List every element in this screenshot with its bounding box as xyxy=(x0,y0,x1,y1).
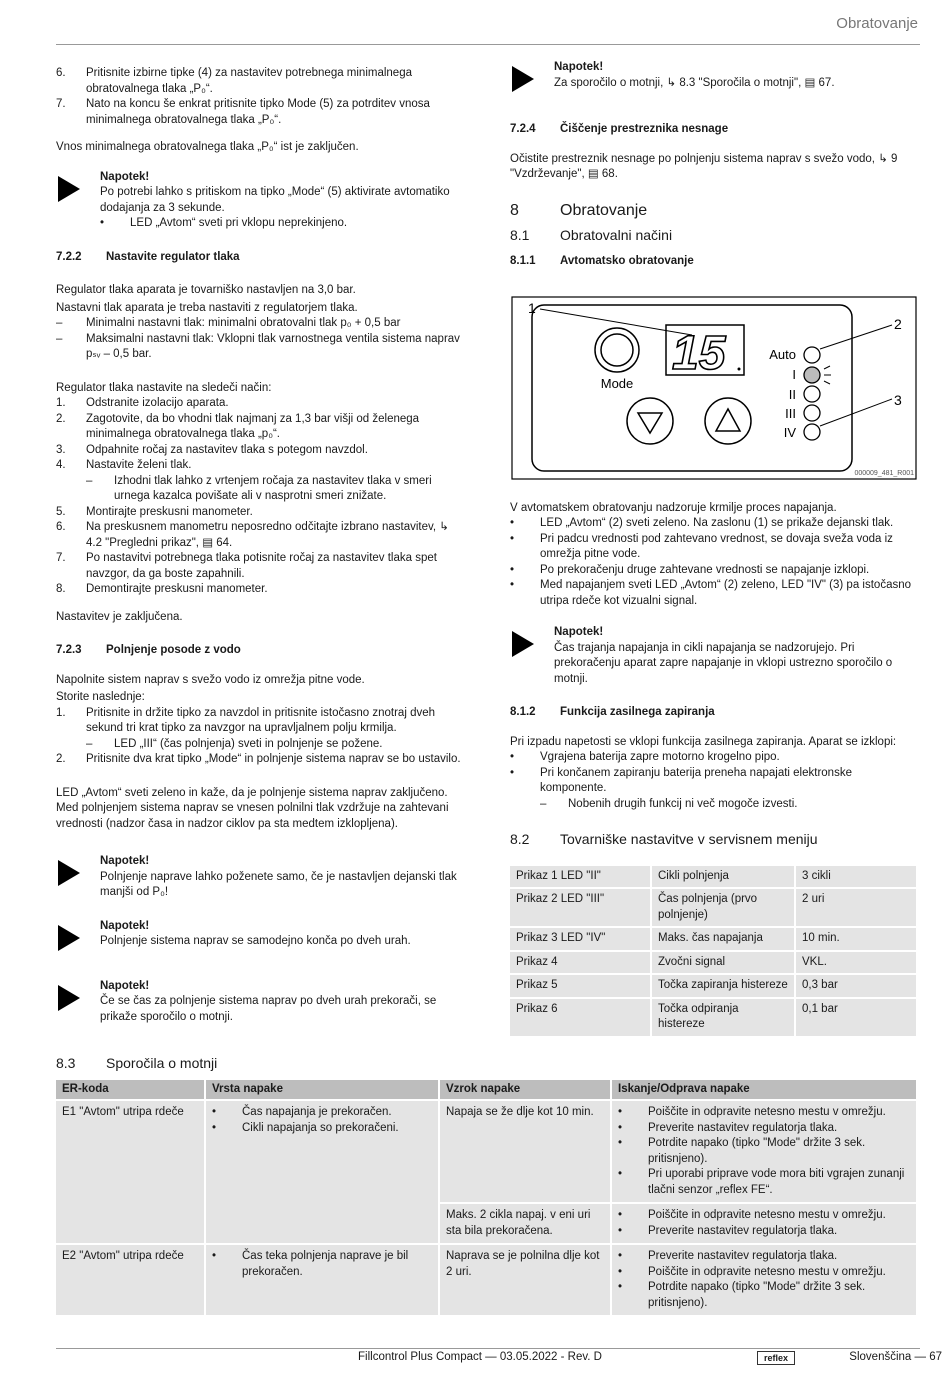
led-auto xyxy=(804,347,820,363)
table-row: Maks. 2 cikla napaj. v eni uri sta bila prekoračena. • Poiščite in odpravite netesno mestu v omrežju. • Preverite nastavitev regulatorja tlaka. xyxy=(56,1204,916,1243)
note-box: Napotek! Če se čas za polnjenje sistema naprav po dveh urah prekorači, se prikaže sporočilo o motnji. xyxy=(56,979,464,1026)
note-box: Napotek! Polnjenje sistema naprav se samodejno konča po dveh urah. xyxy=(56,919,464,951)
note-box: Napotek! Po potrebi lahko s pritiskom na tipko „Mode“ (5) aktivirate avtomatiko dodajanja za 3 sekunde. • LED „Avtom“ sveti pri vklopu neprekinjeno. xyxy=(56,170,464,232)
up-button[interactable] xyxy=(705,398,751,444)
table-row: E1 "Avtom" utripa rdeče • Čas napajanja je prekoračen. • Cikli napajanja so prekoračeni. Napaja se že dlje kot 10 min. • Poiščite in odpravite netesno mestu v omrežju. • Preverite nastavitev regulatorja tlaka. • Potrdite napako (tipko "Mode" držite 3 sek. pritisnjeno). • Pri uporabi priprave vode mora biti vgrajen zunanji tlačni senzor „reflex FE“. xyxy=(56,1101,916,1202)
control-panel-figure xyxy=(510,295,918,481)
heading-7-2-2: 7.2.2 Nastavite regulator tlaka xyxy=(56,250,240,263)
paragraph: Storite naslednje: xyxy=(56,691,145,703)
note-arrow-icon xyxy=(510,60,554,92)
down-button[interactable] xyxy=(627,398,673,444)
list-item: 6. Pritisnite izbirne tipke (4) za nastavitev potrebnega minimalnega obratovalnega tlaka „P₀“. xyxy=(56,67,412,95)
factory-settings-table xyxy=(508,864,918,1038)
display-value: 15 xyxy=(672,327,726,380)
header-divider xyxy=(56,44,920,45)
note-box: Napotek! Polnjenje naprave lahko poženete samo, če je nastavljen dejanski tlak manjši od P₀! xyxy=(56,854,464,901)
note-arrow-icon xyxy=(56,979,100,1026)
list-item: 6. Na preskusnem manometru neposredno odčitajte izbrano nastavitev, ↳ 4.2 "Pregledni prikaz", ▤ 64. xyxy=(56,521,449,549)
heading-8: 8 Obratovanje xyxy=(510,201,648,219)
paragraph: Napolnite sistem naprav s svežo vodo iz omrežja pitne vode. xyxy=(56,673,365,686)
table-row: Prikaz 5 Točka zapiranja histereze 0,3 bar xyxy=(510,975,916,997)
figure-code: 000009_481_R001 xyxy=(854,470,914,477)
heading-7-2-3: 7.2.3 Polnjenje posode z vodo xyxy=(56,644,241,656)
reflex-logo: reflex xyxy=(757,1351,795,1365)
led-label-iii: III xyxy=(785,406,796,421)
heading-8-2: 8.2 Tovarniške nastavitve v servisnem meniju xyxy=(510,831,818,847)
list-item: 1. Pritisnite in držite tipko za navzdol in pritisnite istočasno znotraj dveh sekund tri krat tipko za navzgor na upravljalnem polju krmilja. xyxy=(56,706,436,734)
table-row: E2 "Avtom" utripa rdeče • Čas teka polnjenja naprave je bil prekoračen. Naprava se je polnilna dlje kot 2 uri. • Preverite nastavitev regulatorja tlaka. • Poiščite in odpravite netesno mestu v omrežju. • Potrdite napako (tipko "Mode" držite 3 sek. pritisnjeno). xyxy=(56,1245,916,1315)
list-item: 2. Zagotovite, da bo vhodni tlak najmanj za 1,3 bar višji od želenega minimalnega obratovalnega tlaka „p₀“. xyxy=(56,412,420,440)
table-row: Prikaz 2 LED "III" Čas polnjenja (prvo polnjenje) 2 uri xyxy=(510,889,916,926)
table-row: Prikaz 1 LED "II" Cikli polnjenja 3 cikli xyxy=(510,866,916,888)
led-iii xyxy=(804,405,820,421)
heading-8-1-1: 8.1.1 Avtomatsko obratovanje xyxy=(510,254,694,267)
paragraph: Regulator tlaka nastavite na sledeči način: xyxy=(56,381,272,394)
sub-list-item: – Izhodni tlak lahko z vrtenjem ročaja za nastavitev tlaka v smeri urnega kazalca povišate ali v nasprotni smeri znižate. xyxy=(86,474,432,502)
list-item: 1. Odstranite izolacijo aparata. xyxy=(56,397,229,409)
led-label-ii: II xyxy=(788,387,796,402)
note-arrow-icon xyxy=(56,854,100,901)
heading-8-1: 8.1 Obratovalni načini xyxy=(510,227,673,243)
sub-list-item: – LED „III“ (čas polnjenja) sveti in polnjenje se požene. xyxy=(86,737,383,750)
list-item: • Med napajanjem sveti LED „Avtom“ (2) zeleno, LED "IV" (3) pa istočasno utripa rdeče kot vizualni signal. xyxy=(510,579,912,607)
paragraph: Vnos minimalnega obratovalnega tlaka „P₀“ ist je zaključen. xyxy=(56,141,359,153)
heading-7-2-4: 7.2.4 Čiščenje prestreznika nesnage xyxy=(510,123,729,135)
paragraph: V avtomatskem obratovanju nadzoruje krmilje proces napajanja. xyxy=(510,501,837,514)
note-box: Napotek! Čas trajanja napajanja in cikli napajanja se nadzorujejo. Pri prekoračenju aparat zapre napajanje in vklopi ustrezno sporočilo o motnji. xyxy=(510,625,920,687)
callout-2: 2 xyxy=(894,316,902,332)
footer-divider xyxy=(56,1348,920,1349)
paragraph: LED „Avtom“ sveti zeleno in kaže, da je polnjenje sistema naprav zaključeno. Med polnjenjem sistema naprav se vnesen polnilni tlak vzdržuje na zahtevani vrednosti (nadzor časa in nadzor ciklov pa sta medtem izklopljena). xyxy=(56,786,449,830)
note-box: Napotek! Za sporočilo o motnji, ↳ 8.3 "Sporočila o motnji", ▤ 67. xyxy=(510,60,920,92)
header-section: Obratovanje xyxy=(836,15,918,32)
error-table xyxy=(54,1078,918,1318)
paragraph: Očistite prestreznik nesnage po polnjenju sistema naprav s svežo vodo, ↳ 9 "Vzdrževanje", ▤ 68. xyxy=(510,152,898,180)
list-item: 7. Nato na koncu še enkrat pritisnite tipko Mode (5) za potrditev vnosa minimalnega obratovalnega tlaka „P₀“. xyxy=(56,98,430,126)
list-item: • Vgrajena baterija zapre motorno krogelno pipo. xyxy=(510,751,780,763)
note-arrow-icon xyxy=(510,625,554,687)
list-item: 2. Pritisnite dva krat tipko „Mode“ in polnjenje sistema naprav se bo ustavilo. xyxy=(56,753,461,765)
led-i xyxy=(804,367,820,383)
callout-3: 3 xyxy=(894,392,902,408)
callout-1: 1 xyxy=(528,300,536,316)
list-item: • Po prekoračenju druge zahtevane vrednosti se napajanje izklopi. xyxy=(510,563,870,576)
list-item: 8. Demontirajte preskusni manometer. xyxy=(56,583,268,595)
list-item: 5. Montirajte preskusni manometer. xyxy=(56,505,253,518)
paragraph: Nastavitev je zaključena. xyxy=(56,610,183,623)
led-iv xyxy=(804,424,820,440)
list-item: • Pri padcu vrednosti pod zahtevano vrednost, se dovaja sveža voda iz omrežja pitne vode. xyxy=(510,532,893,560)
list-item: 3. Odpahnite ročaj za nastavitev tlaka s potegom navzdol. xyxy=(56,443,368,456)
heading-8-3: 8.3 Sporočila o motnji xyxy=(56,1055,218,1071)
list-item: 7. Po nastavitvi potrebnega tlaka potisnite ročaj za nastavitev tlaka spet navzgor, da ga boste zapahnili. xyxy=(56,552,437,580)
list-item: – Maksimalni nastavni tlak: Vklopni tlak varnostnega ventila sistema naprav pₛᵥ – 0,5 bar. xyxy=(56,332,460,360)
led-label-auto: Auto xyxy=(769,347,796,362)
led-label-iv: IV xyxy=(783,425,796,440)
note-arrow-icon xyxy=(56,919,100,951)
left-column xyxy=(56,66,464,1035)
footer-page: Slovenščina — 67 xyxy=(849,1351,942,1363)
table-row: Prikaz 3 LED "IV" Maks. čas napajanja 10 min. xyxy=(510,928,916,950)
list-item: – Minimalni nastavni tlak: minimalni obratovalni tlak p₀ + 0,5 bar xyxy=(56,317,401,329)
footer-document: Fillcontrol Plus Compact — 03.05.2022 - Rev. D xyxy=(358,1351,602,1363)
led-label-i: I xyxy=(792,367,796,382)
sub-list-item: – Nobenih drugih funkcij ni več mogoče izvesti. xyxy=(540,797,798,810)
paragraph: Nastavni tlak aparata je treba nastaviti z regulatorjem tlaka. xyxy=(56,301,358,314)
right-column xyxy=(510,60,920,1038)
error-messages-section xyxy=(56,1056,920,1317)
paragraph: Pri izpadu napetosti se vklopi funkcija zasilnega zapiranja. Aparat se izklopi: xyxy=(510,735,897,748)
note-arrow-icon xyxy=(56,170,100,232)
heading-8-1-2: 8.1.2 Funkcija zasilnega zapiranja xyxy=(510,706,715,718)
table-row: Prikaz 6 Točka odpiranja histereze 0,1 bar xyxy=(510,999,916,1036)
list-item: 4. Nastavite želeni tlak. xyxy=(56,459,192,471)
mode-label: Mode xyxy=(600,376,634,391)
table-header-row: ER-koda Vrsta napake Vzrok napake Iskanje/Odprava napake xyxy=(56,1080,916,1100)
led-ii xyxy=(804,386,820,402)
paragraph: Regulator tlaka aparata je tovarniško nastavljen na 3,0 bar. xyxy=(56,284,356,296)
table-row: Prikaz 4 Zvočni signal VKL. xyxy=(510,952,916,974)
list-item: • Pri končanem zapiranju baterija preneha napajati elektronske komponente. xyxy=(510,766,852,794)
list-item: • LED „Avtom“ (2) sveti zeleno. Na zaslonu (1) se prikaže dejanski tlak. xyxy=(510,517,894,529)
